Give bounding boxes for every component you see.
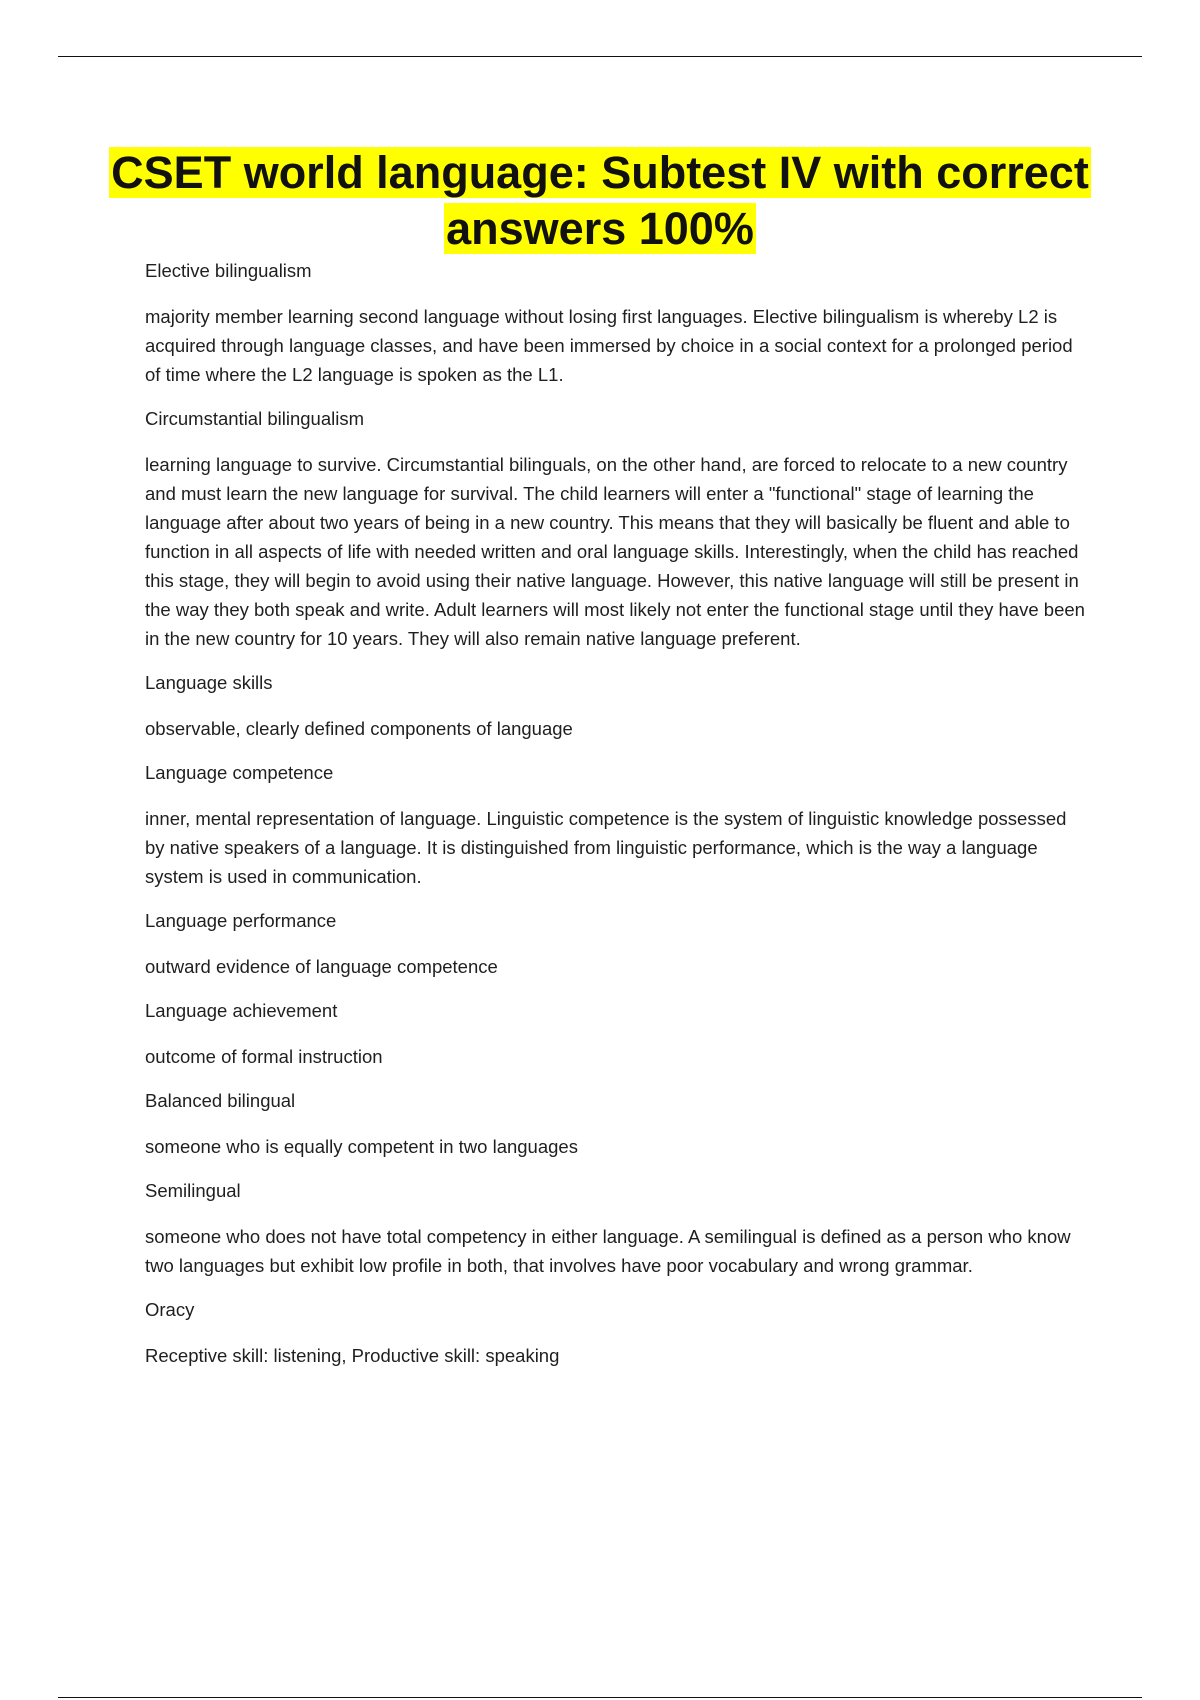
entry-term: Oracy: [145, 1299, 195, 1320]
entry-definition: Receptive skill: listening, Productive skill: speaking: [145, 1345, 560, 1366]
entry: [145, 1176, 1091, 1280]
entry-term: Elective bilingualism: [145, 260, 312, 281]
entry-definition: observable, clearly defined components of language: [145, 718, 573, 739]
entry-definition: someone who does not have total competency in either language. A semilingual is defined as a person who know two languages but exhibit low profile in both, that involves have poor vocabulary and wrong grammar.: [145, 1226, 1071, 1276]
entry-term: Language achievement: [145, 1000, 338, 1021]
footer-rule: [58, 1697, 1142, 1698]
entry-term: Language performance: [145, 910, 337, 931]
entry-term: Language competence: [145, 762, 334, 783]
entry: [145, 668, 1091, 743]
entry: [145, 1086, 1091, 1161]
title-container: [58, 145, 1142, 257]
entry-definition: majority member learning second language without losing first languages. Elective bilingualism is whereby L2 is acquired through language classes, and have been immersed by choice in a social context for a prolonged period of time where the L2 language is spoken as the L1.: [145, 306, 1073, 385]
entry-term: Language skills: [145, 672, 273, 693]
entry-definition: someone who is equally competent in two languages: [145, 1136, 578, 1157]
entry: [145, 906, 1091, 981]
entry-term: Circumstantial bilingualism: [145, 408, 364, 429]
entry: [145, 1295, 1091, 1370]
entry-definition: learning language to survive. Circumstantial bilinguals, on the other hand, are forced to relocate to a new country and must learn the new language for survival. The child learners will enter a "functional" stage of learning the language after about two years of being in a new country. This means that they will basically be fluent and able to function in all aspects of life with needed written and oral language skills. Interestingly, when the child has reached this stage, they will begin to avoid using their native language. However, this native language will still be present in the way they both speak and write. Adult learners will most likely not enter the functional stage until they have been in the new country for 10 years. They will also remain native language preferent.: [145, 454, 1085, 649]
entry-term: Semilingual: [145, 1180, 241, 1201]
entry-term: Balanced bilingual: [145, 1090, 296, 1111]
document-body: [145, 256, 1091, 1385]
entry-definition: inner, mental representation of language. Linguistic competence is the system of linguistic knowledge possessed by native speakers of a language. It is distinguished from linguistic performance, which is the way a language system is used in communication.: [145, 808, 1067, 887]
document-title: CSET world language: Subtest IV with correct answers 100%: [111, 147, 1089, 254]
entry-definition: outward evidence of language competence: [145, 956, 498, 977]
entry: [145, 996, 1091, 1071]
entry: [145, 758, 1091, 891]
header-rule: [58, 56, 1142, 57]
entry: [145, 256, 1091, 389]
entry-definition: outcome of formal instruction: [145, 1046, 383, 1067]
entry: [145, 404, 1091, 653]
